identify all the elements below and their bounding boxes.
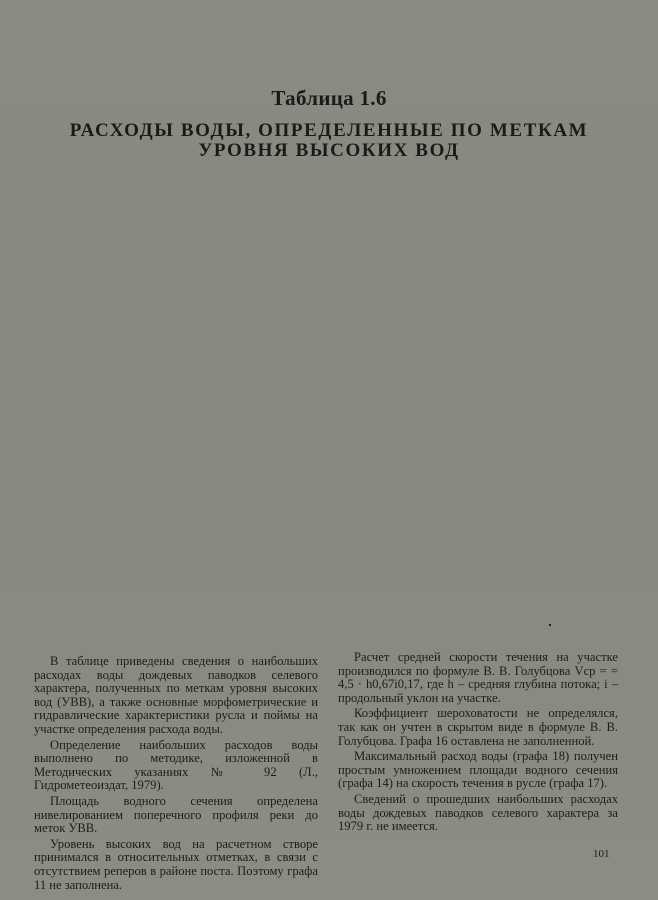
table-title-line-2: УРОВНЯ ВЫСОКИХ ВОД — [198, 140, 460, 161]
paragraph: Уровень высоких вод на расчетном створе принимался в относительных отметках, в связи с отсутствием реперов в районе поста. Поэтому графа 11 не заполнена. — [34, 836, 318, 892]
print-speck — [549, 624, 551, 626]
table-title — [0, 121, 658, 161]
page-number: 101 — [593, 848, 610, 860]
left-text-column — [34, 655, 318, 894]
table-title-line-1: РАСХОДЫ ВОДЫ, ОПРЕДЕЛЕННЫЕ ПО МЕТКАМ — [69, 120, 589, 141]
paragraph: Сведений о прошедших наибольших расходах воды дождевых паводков селевого характера за 1979 г. не имеется. — [338, 791, 618, 834]
paragraph: Расчет средней скорости течения на участке производился по формуле В. В. Голубцова Vср = = 4,5 · h0,67i0,17, где h – средняя глубина потока; i – продольный уклон на участке. — [338, 650, 618, 705]
table-number: Таблица 1.6 — [271, 86, 387, 110]
paragraph: В таблице приведены сведения о наибольших расходах воды дождевых паводков селевого характера, полученных по меткам уровня высоких вод (УВВ), а также основные морфометрические и гидравлические характеристики русла и поймы на участке определения расхода воды. — [34, 654, 318, 736]
paragraph: Площадь водного сечения определена нивелированием поперечного профиля реки до меток УВВ. — [34, 793, 318, 836]
paragraph: Максимальный расход воды (графа 18) получен простым умножением площади водного сечения (графа 14) на скорость течения в русле (графа 17). — [338, 749, 618, 791]
paragraph: Коэффициент шероховатости не определялся, так как он учтен в скрытом виде в формуле В. В. Голубцова. Графа 16 оставлена не заполненной. — [338, 706, 618, 748]
table-heading — [0, 86, 658, 161]
paragraph: Определение наибольших расходов воды выполнено по методике, изложенной в Методических указаниях № 92 (Л., Гидрометеоиздат, 1979). — [34, 737, 318, 793]
right-text-column — [338, 651, 618, 836]
